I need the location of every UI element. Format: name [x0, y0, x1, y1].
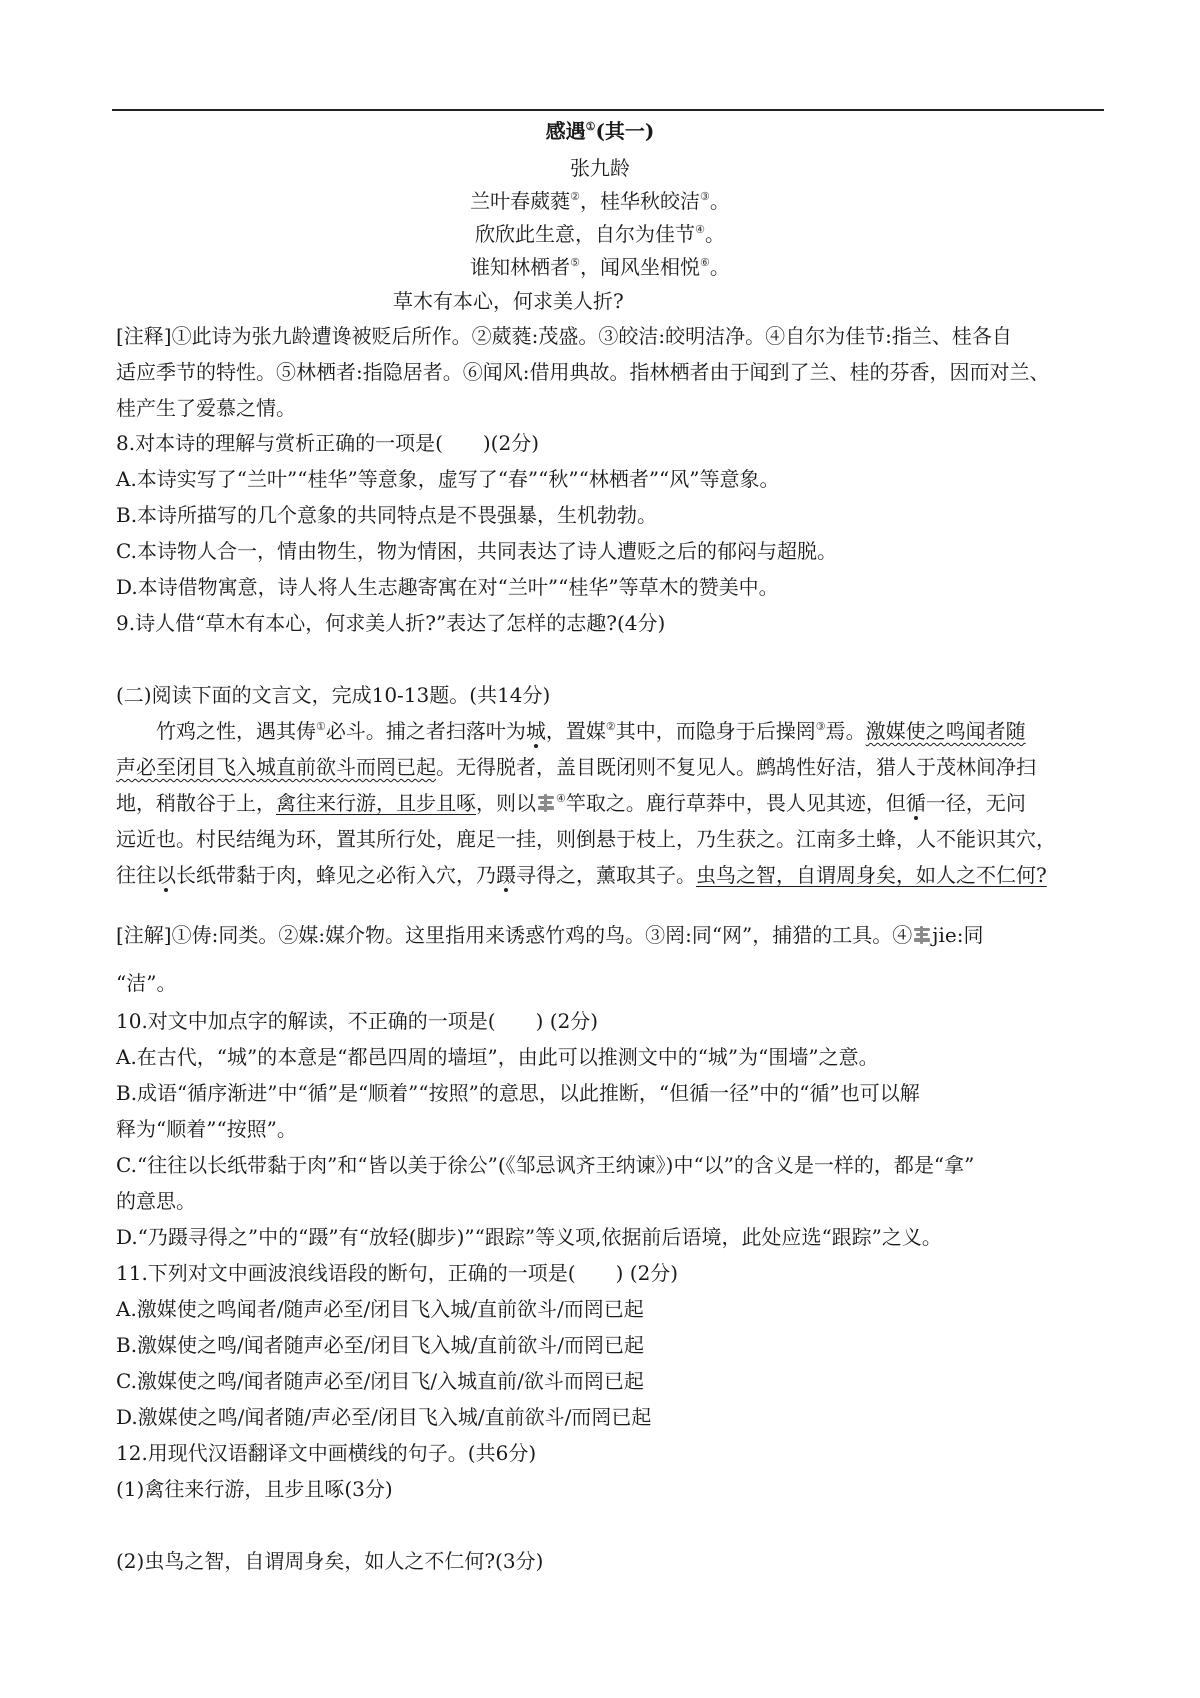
passage-note-line-1: [注解]①俦:同类。②媒:媒介物。这里指用来诱惑竹鸡的鸟。③罔:同“网”，捕猎的工具。④ jie:同	[116, 923, 984, 947]
question-12-sentence-1: (1)禽往来行游，且步且啄(3分)	[116, 1477, 393, 1501]
question-10-option-c: C.“往往以长纸带黏于肉”和“皆以美于徐公”(《邹忌讽齐王纳谏》)中“以”的含义是一样的，都是“拿”	[116, 1153, 975, 1177]
rare-character-icon	[912, 926, 932, 944]
section-2-heading: (二)阅读下面的文言文，完成10-13题。(共14分)	[116, 683, 551, 707]
question-12-sentence-2: (2)虫鸟之智，自谓周身矣，如人之不仁何?(3分)	[116, 1549, 544, 1573]
wavy-underlined-text: 声必至闭目飞入城直前欲斗而罔已起	[116, 755, 436, 779]
question-10-option-a: A.在古代，“城”的本意是“都邑四周的墙垣”，由此可以推测文中的“城”为“围墙”之意。	[116, 1045, 879, 1069]
poem-line-1: 兰叶春葳蕤②，桂华秋皎洁③。	[470, 189, 730, 213]
dotted-char: 蹑	[496, 863, 516, 887]
question-11-option-b: B.激媒使之鸣/闻者随声必至/闭目飞入城/直前欲斗/而罔已起	[116, 1333, 645, 1357]
poem-line-2: 欣欣此生意，自尔为佳节④。	[475, 222, 725, 246]
question-10-stem: 10.对文中加点字的解读，不正确的一项是( ) (2分)	[116, 1009, 599, 1033]
question-11-option-c: C.激媒使之鸣/闻者随声必至/闭目飞/入城直前/欲斗而罔已起	[116, 1369, 644, 1393]
question-10-option-b-cont: 释为“顺着”“按照”。	[116, 1117, 297, 1141]
poem-note-line: 桂产生了爱慕之情。	[116, 396, 296, 420]
rare-character-icon	[536, 794, 556, 812]
question-9: 9.诗人借“草木有本心，何求美人折?”表达了怎样的志趣?(4分)	[116, 611, 666, 635]
poem-author: 张九龄	[570, 156, 630, 180]
passage-note-line-2: “洁”。	[116, 971, 177, 995]
question-10-option-d: D.“乃蹑寻得之”中的“蹑”有“放轻(脚步)”“跟踪”等义项,依据前后语境，此处应选“跟踪”之义。	[116, 1225, 942, 1249]
question-8-option-b: B.本诗所描写的几个意象的共同特点是不畏强暴，生机勃勃。	[116, 503, 658, 527]
question-8-option-d: D.本诗借物寓意，诗人将人生志趣寄寓在对“兰叶”“桂华”等草木的赞美中。	[116, 575, 779, 599]
question-11-option-a: A.激媒使之鸣闻者/随声必至/闭目飞入城/直前欲斗/而罔已起	[116, 1297, 644, 1321]
passage-line-4: 远近也。村民结绳为环，置其所行处，鹿足一挂，则倒悬于枝上，乃生获之。江南多土蜂，人不能识其穴，	[116, 827, 1056, 851]
dotted-char: 城	[525, 719, 546, 743]
underlined-sentence: 禽往来行游，且步且啄	[276, 791, 476, 815]
passage-line-2: 声必至闭目飞入城直前欲斗而罔已起。无得脱者，盖目既闭则不复见人。鹧鸪性好洁，猎人于茂林间净扫	[116, 755, 1036, 779]
dotted-char: 以	[156, 863, 176, 887]
question-11-stem: 11.下列对文中画波浪线语段的断句，正确的一项是( ) (2分)	[116, 1261, 679, 1285]
wavy-underlined-text: 激媒使之鸣闻者随	[865, 719, 1026, 743]
poem-note-line: 适应季节的特性。⑤林栖者:指隐居者。⑥闻风:借用典故。指林栖者由于闻到了兰、桂的芬香，因而对兰、	[116, 360, 1050, 384]
question-12-stem: 12.用现代汉语翻译文中画横线的句子。(共6分)	[116, 1441, 537, 1465]
passage-line-5: 往往以长纸带黏于肉，蜂见之必衔入穴，乃蹑寻得之，薰取其子。虫鸟之智，自谓周身矣，如人之不仁何?	[116, 863, 1047, 887]
poem-title: 感遇①(其一)	[545, 119, 655, 143]
question-8-stem: 8.对本诗的理解与赏析正确的一项是( )(2分)	[116, 431, 540, 455]
question-10-option-b: B.成语“循序渐进”中“循”是“顺着”“按照”的意思，以此推断，“但循一径”中的“循”也可以解	[116, 1081, 920, 1105]
poem-note-line: [注释]①此诗为张九龄遭谗被贬后所作。②葳蕤:茂盛。③皎洁:皎明洁净。④自尔为佳节:指兰、桂各自	[116, 324, 1012, 348]
passage-line-3: 地，稍散谷于上，禽往来行游，且步且啄，则以 ④竿取之。鹿行草莽中，畏人见其迹，但循一径，无问	[116, 791, 1026, 815]
passage-line-1: 竹鸡之性，遇其俦①必斗。捕之者扫落叶为城，置媒②其中，而隐身于后操罔③焉。激媒使之鸣闻者随	[156, 719, 1026, 743]
poem-line-3: 谁知林栖者⑤，闻风坐相悦⑥。	[470, 255, 730, 279]
underlined-sentence: 虫鸟之智，自谓周身矣，如人之不仁何?	[696, 863, 1047, 887]
top-rule	[112, 109, 1104, 111]
question-8-option-c: C.本诗物人合一，情由物生，物为情困，共同表达了诗人遭贬之后的郁闷与超脱。	[116, 539, 837, 563]
dotted-char: 循	[905, 791, 926, 815]
poem-line-4: 草木有本心，何求美人折?	[393, 289, 624, 313]
question-10-option-c-cont: 的意思。	[116, 1189, 196, 1213]
question-8-option-a: A.本诗实写了“兰叶”“桂华”等意象，虚写了“春”“秋”“林栖者”“风”等意象。	[116, 467, 780, 491]
question-11-option-d: D.激媒使之鸣/闻者随/声必至/闭目飞入城/直前欲斗/而罔已起	[116, 1405, 652, 1429]
